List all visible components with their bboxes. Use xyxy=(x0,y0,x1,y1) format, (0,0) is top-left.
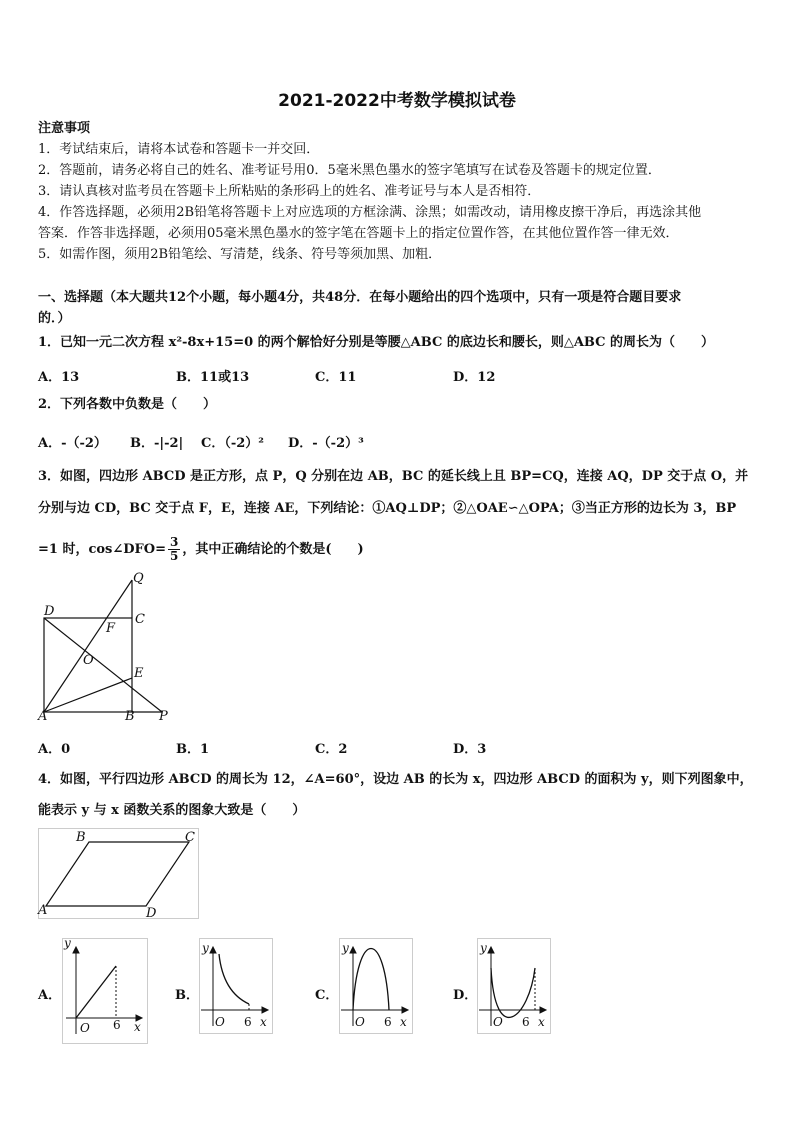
notice-heading: 注意事项 xyxy=(38,121,91,136)
q4-graph-label-c: C． xyxy=(315,988,339,1003)
q3-line-aq xyxy=(44,580,132,712)
q4-graph-label-a: A． xyxy=(38,988,62,1003)
q4-graph-label-d: D． xyxy=(453,988,478,1003)
q3-option-a: A．0 xyxy=(38,742,71,757)
q4-graph-c-x-label: x xyxy=(400,1015,407,1029)
q4-graph-c-y-arrow xyxy=(350,947,356,953)
question-1-stem: 1．已知一元二次方程 x²-8x+15=0 的两个解恰好分别是等腰△ABC 的底边长和腰长，则△ABC 的周长为（ ） xyxy=(38,335,715,350)
q4-graph-a-x-label: x xyxy=(134,1020,141,1034)
q4-label-c: C xyxy=(185,830,195,845)
q1-option-a: A．13 xyxy=(38,370,80,385)
notice-item-4-cont: 答案．作答非选择题，必须用05毫米黑色墨水的签字笔在答题卡上的指定位置作答，在其他位置作答一律无效． xyxy=(38,226,679,241)
q4-graph-a xyxy=(62,938,148,1044)
q4-graph-c-x-arrow xyxy=(402,1007,408,1013)
question-2-stem: 2．下列各数中负数是（ ） xyxy=(38,397,217,412)
q3-label-q: Q xyxy=(133,571,144,586)
q3-label-f: F xyxy=(106,621,116,636)
q3-label-d: D xyxy=(44,604,55,619)
q4-graph-a-origin: O xyxy=(80,1021,90,1035)
q2-option-d: D．-（-2）³ xyxy=(288,436,364,451)
q4-graph-d-y-label: y xyxy=(480,941,487,955)
q3-label-c: C xyxy=(135,612,145,627)
q4-graph-d-origin: O xyxy=(493,1015,503,1029)
section-heading-line2: 的．） xyxy=(38,311,71,326)
q4-label-a: A xyxy=(38,903,48,918)
q4-parallelogram xyxy=(46,842,189,906)
notice-item-1: 1．考试结束后，请将本试卷和答题卡一并交回． xyxy=(38,142,320,157)
q3-label-a: A xyxy=(38,709,48,724)
q3-option-d: D．3 xyxy=(453,742,487,757)
q4-graph-b-x-arrow xyxy=(262,1007,268,1013)
q2-option-c: C．（-2）² xyxy=(201,436,264,451)
q3-line3-suffix: ，其中正确结论的个数是( ) xyxy=(182,542,364,557)
question-3-line2: 分别与边 CD，BC 交于点 F，E，连接 AE，下列结论：①AQ⊥DP；②△OAE∽△OPA；③当正方形的边长为 3，BP xyxy=(38,501,737,516)
section-heading-line1: 一、选择题（本大题共12个小题，每小题4分，共48分．在每小题给出的四个选项中，只有一项是符合题目要求 xyxy=(38,290,682,305)
question-4-line2: 能表示 y 与 x 函数关系的图象大致是（ ） xyxy=(38,803,306,818)
q4-graph-a-tick-6: 6 xyxy=(113,1018,121,1032)
q1-option-b: B．11或13 xyxy=(176,370,250,385)
notice-item-5: 5．如需作图，须用2B铅笔绘、写清楚，线条、符号等须加黑、加粗． xyxy=(38,247,442,262)
q1-option-c: C．11 xyxy=(315,370,357,385)
q3-fraction-denominator: 5 xyxy=(169,549,179,563)
q4-label-d: D xyxy=(146,906,157,920)
q3-fraction xyxy=(168,536,180,563)
q1-option-d: D．12 xyxy=(453,370,496,385)
q4-graph-c-curve xyxy=(353,949,389,1011)
q4-graph-d-x-arrow xyxy=(540,1007,546,1013)
q4-graph-d xyxy=(477,938,551,1034)
q4-graph-label-b: B． xyxy=(175,988,199,1003)
q2-option-b: B．-|-2| xyxy=(130,436,184,451)
question-3-line1: 3．如图，四边形 ABCD 是正方形，点 P，Q 分别在边 AB，BC 的延长线上且 BP=CQ，连接 AQ，DP 交于点 O，并 xyxy=(38,469,749,484)
q4-graph-b-y-label: y xyxy=(202,941,209,955)
q3-label-e: E xyxy=(134,666,144,681)
q3-option-c: C．2 xyxy=(315,742,348,757)
q4-graph-d-y-arrow xyxy=(488,947,494,953)
notice-item-3: 3．请认真核对监考员在答题卡上所粘贴的条形码上的姓名、准考证号与本人是否相符． xyxy=(38,184,541,199)
notice-item-2: 2．答题前，请务必将自己的姓名、准考证号用0．5毫米黑色墨水的签字笔填写在试卷及答题卡的规定位置． xyxy=(38,163,661,178)
q4-graph-d-tick-6: 6 xyxy=(522,1015,530,1029)
q4-graph-a-curve xyxy=(76,966,116,1018)
exam-title: 2021-2022中考数学模拟试卷 xyxy=(278,91,516,111)
q3-option-b: B．1 xyxy=(176,742,210,757)
q3-line-dp xyxy=(44,618,162,712)
q3-line3-prefix: =1 时，cos∠DFO= xyxy=(38,542,166,557)
question-3-line3 xyxy=(38,536,364,563)
q4-graph-c xyxy=(339,938,413,1034)
notice-item-4: 4．作答选择题，必须用2B铅笔将答题卡上对应选项的方框涂满、涂黑；如需改动，请用橡皮擦干净后，再选涂其他 xyxy=(38,205,702,220)
q3-label-p: P xyxy=(159,709,168,724)
q4-graph-b-origin: O xyxy=(215,1015,225,1029)
q4-graph-d-x-label: x xyxy=(538,1015,545,1029)
q4-graph-b-curve xyxy=(219,954,249,1004)
q4-graph-c-tick-6: 6 xyxy=(384,1015,392,1029)
q4-graph-b-tick-6: 6 xyxy=(244,1015,252,1029)
q4-graph-a-y-arrow xyxy=(73,947,79,953)
q3-label-b: B xyxy=(125,709,135,724)
q4-parallelogram-figure xyxy=(34,828,204,920)
question-4-line1: 4．如图，平行四边形 ABCD 的周长为 12，∠A=60°，设边 AB 的长为 x，四边形 ABCD 的面积为 y，则下列图象中， xyxy=(38,772,753,787)
q3-fraction-numerator: 3 xyxy=(169,535,179,549)
q3-line-ae xyxy=(44,678,132,712)
q4-graph-c-origin: O xyxy=(355,1015,365,1029)
q4-graph-a-y-label: y xyxy=(64,938,71,950)
q3-label-o: O xyxy=(83,653,94,668)
q2-option-a: A．-（-2） xyxy=(38,436,107,451)
q4-label-b: B xyxy=(76,830,86,845)
q3-square-figure xyxy=(34,570,179,725)
q4-graph-b-x-label: x xyxy=(260,1015,267,1029)
q4-graph-b xyxy=(199,938,273,1034)
q4-graph-c-y-label: y xyxy=(342,941,349,955)
q4-graph-b-y-arrow xyxy=(210,947,216,953)
